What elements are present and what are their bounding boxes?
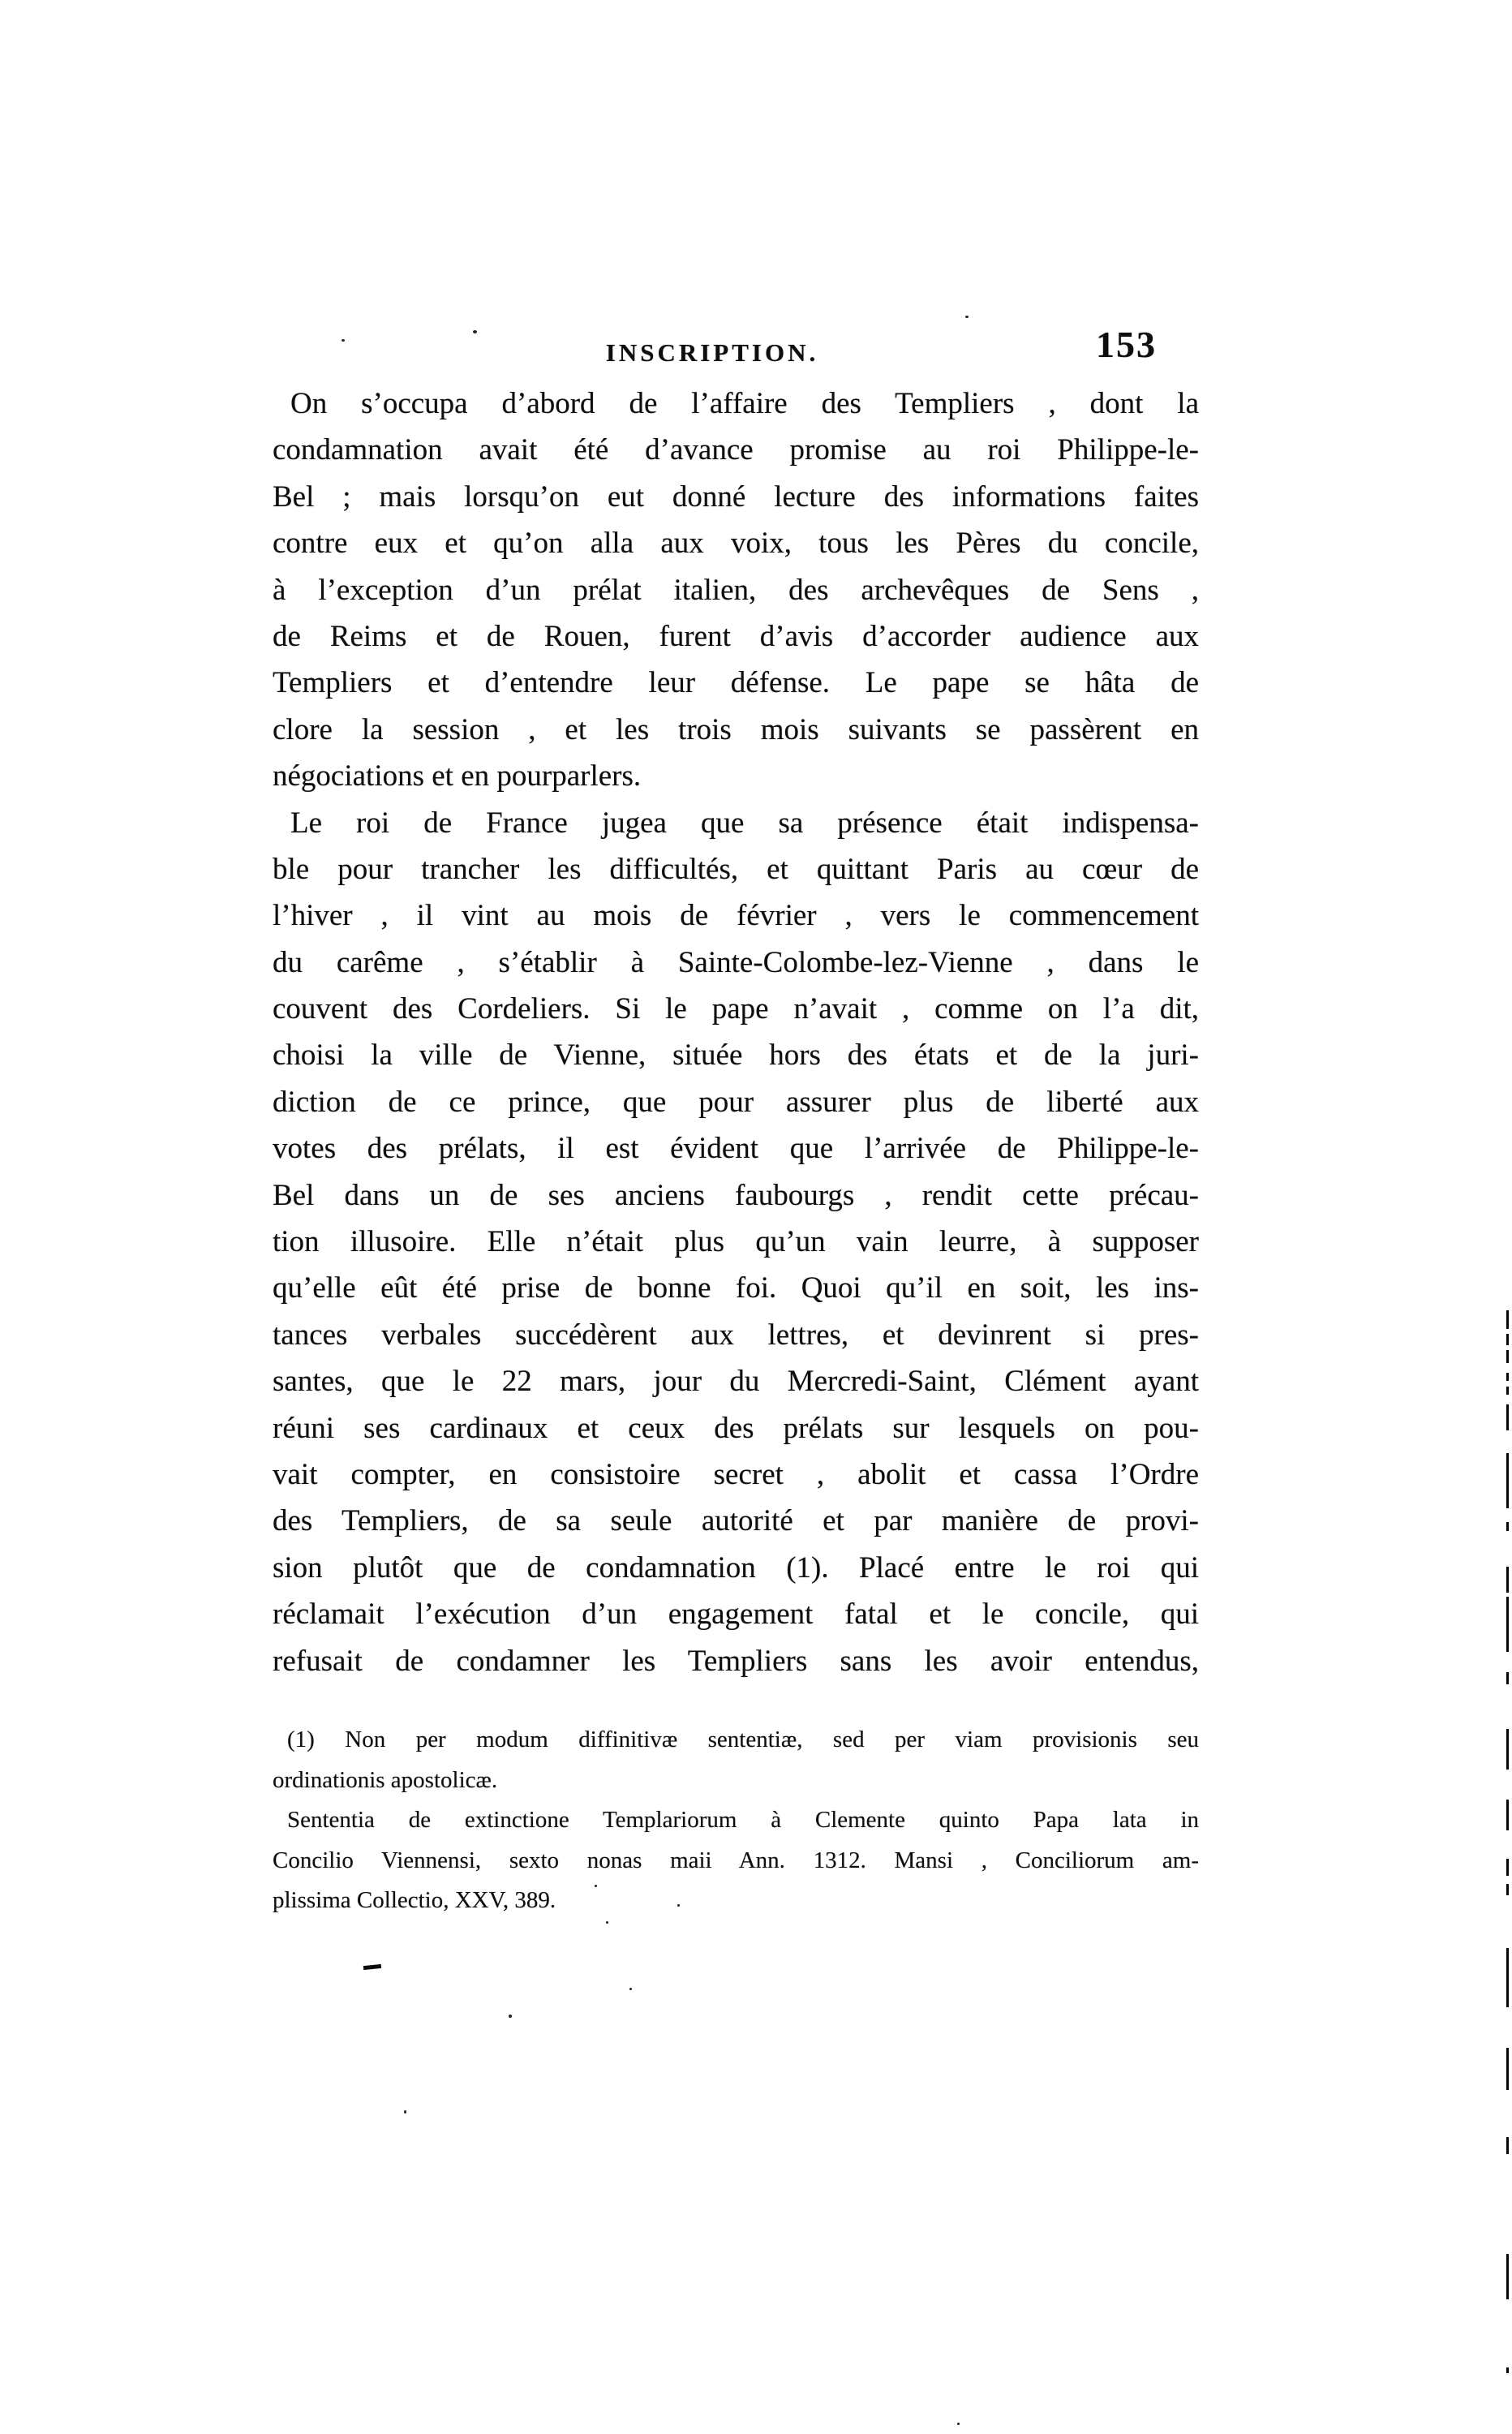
footnote-line: ordinationis apostolicæ. (273, 1766, 498, 1793)
scan-artifact-line-segment (1506, 1334, 1509, 1345)
scan-artifact-line-segment (1506, 1800, 1509, 1830)
scan-artifact-line-segment (1506, 1597, 1509, 1652)
footnote (273, 1720, 1199, 1921)
scan-artifact-speck (341, 339, 345, 342)
body-line: couvent des Cordeliers. Si le pape n’avait , comme on l’a dit, (273, 992, 1199, 1026)
scan-artifact-line-segment (1506, 2254, 1509, 2299)
body-line: Le roi de France jugea que sa présence était indispensa- (290, 806, 1199, 840)
body-line: Bel ; mais lorsqu’on eut donné lecture des informations faites (273, 479, 1199, 514)
scan-artifact-dash (363, 1964, 381, 1970)
body-line: condamnation avait été d’avance promise au roi Philippe-le- (273, 433, 1199, 467)
body-line: diction de ce prince, que pour assurer plus de liberté aux (273, 1085, 1199, 1119)
scan-artifact-speck (509, 2015, 512, 2018)
body-text (273, 381, 1199, 1684)
body-line: contre eux et qu’on alla aux voix, tous les Pères du concile, (273, 527, 1199, 561)
body-line: clore la session , et les trois mois suivants se passèrent en (273, 712, 1199, 746)
body-line: à l’exception d’un prélat italien, des archevêques de Sens , (273, 573, 1199, 607)
scan-artifact-line-segment (1506, 1948, 1509, 2007)
body-line: tion illusoire. Elle n’était plus qu’un vain leurre, à supposer (273, 1225, 1199, 1259)
footnote-line: (1) Non per modum diffinitivæ sententiæ, sed per viam provisionis seu (287, 1727, 1199, 1752)
scan-artifact-speck (473, 330, 477, 333)
scan-artifact-speck (957, 2423, 960, 2425)
body-line: l’hiver , il vint au mois de février , vers le commencement (273, 899, 1199, 933)
body-line: réclamait l’exécution d’un engagement fatal et le concile, qui (273, 1598, 1199, 1632)
body-line: réuni ses cardinaux et ceux des prélats sur lesquels on pou- (273, 1411, 1199, 1445)
scan-artifact-speck (404, 2110, 406, 2114)
scan-artifact-line-segment (1506, 1387, 1509, 1395)
body-line: ble pour trancher les difficultés, et quittant Paris au cœur de (273, 852, 1199, 886)
scan-artifact-line-segment (1506, 1567, 1509, 1593)
body-line: négociations et en pourparlers. (273, 759, 642, 793)
body-line: vait compter, en consistoire secret , abolit et cassa l’Ordre (273, 1457, 1199, 1491)
scan-artifact-line-segment (1506, 1859, 1509, 1876)
page-number: 153 (1096, 324, 1157, 365)
scan-artifact-line-segment (1506, 1884, 1509, 1895)
body-line: qu’elle eût été prise de bonne foi. Quoi qu’il en soit, les ins- (273, 1271, 1199, 1305)
scan-artifact-line-segment (1506, 1404, 1509, 1430)
scan-artifact-line-segment (1506, 1672, 1509, 1684)
scan-artifact-line-segment (1506, 1453, 1509, 1508)
body-line: Templiers et d’entendre leur défense. Le pape se hâta de (273, 666, 1199, 700)
body-line: santes, que le 22 mars, jour du Mercredi-Saint, Clément ayant (273, 1365, 1199, 1399)
scan-artifact-speck (595, 1885, 597, 1887)
body-line: Bel dans un de ses anciens faubourgs , rendit cette précau- (273, 1178, 1199, 1212)
scan-artifact-speck (965, 316, 969, 318)
scan-artifact-line-segment (1506, 1729, 1509, 1770)
body-line: choisi la ville de Vienne, située hors des états et de la juri- (273, 1039, 1199, 1073)
body-line: On s’occupa d’abord de l’affaire des Templiers , dont la (290, 387, 1199, 420)
body-line: sion plutôt que de condamnation (1). Placé entre le roi qui (273, 1550, 1199, 1585)
body-line: tances verbales succédèrent aux lettres, et devinrent si pres- (273, 1318, 1199, 1352)
scan-artifact-line-segment (1506, 2137, 1509, 2154)
body-line: des Templiers, de sa seule autorité et par manière de provi- (273, 1504, 1199, 1538)
scan-artifact-line-segment (1506, 1350, 1509, 1363)
scan-artifact-line-segment (1506, 1522, 1509, 1531)
footnote-line: Sententia de extinctione Templariorum à Clemente quinto Papa lata in (287, 1807, 1199, 1834)
scan-artifact-speck (629, 1988, 632, 1990)
scan-artifact-line-segment (1506, 1373, 1509, 1381)
scan-artifact-line-segment (1506, 2048, 1509, 2090)
body-line: du carême , s’établir à Sainte-Colombe-lez-Vienne , dans le (273, 945, 1199, 979)
running-header-title: INSCRIPTION. (605, 338, 819, 367)
scan-artifact-speck (606, 1921, 608, 1924)
body-line: refusait de condamner les Templiers sans les avoir entendus, (273, 1644, 1199, 1678)
body-line: votes des prélats, il est évident que l’arrivée de Philippe-le- (273, 1132, 1199, 1166)
scan-artifact-speck (677, 1904, 680, 1907)
footnote-line: Concilio Viennensi, sexto nonas maii Ann. 1312. Mansi , Conciliorum am- (273, 1847, 1199, 1873)
scan-artifact-line-segment (1506, 1310, 1509, 1329)
scan-artifact-line-segment (1506, 2367, 1509, 2373)
footnote-line: plissima Collectio, XXV, 389. (273, 1887, 556, 1914)
body-line: de Reims et de Rouen, furent d’avis d’accorder audience aux (273, 619, 1199, 653)
